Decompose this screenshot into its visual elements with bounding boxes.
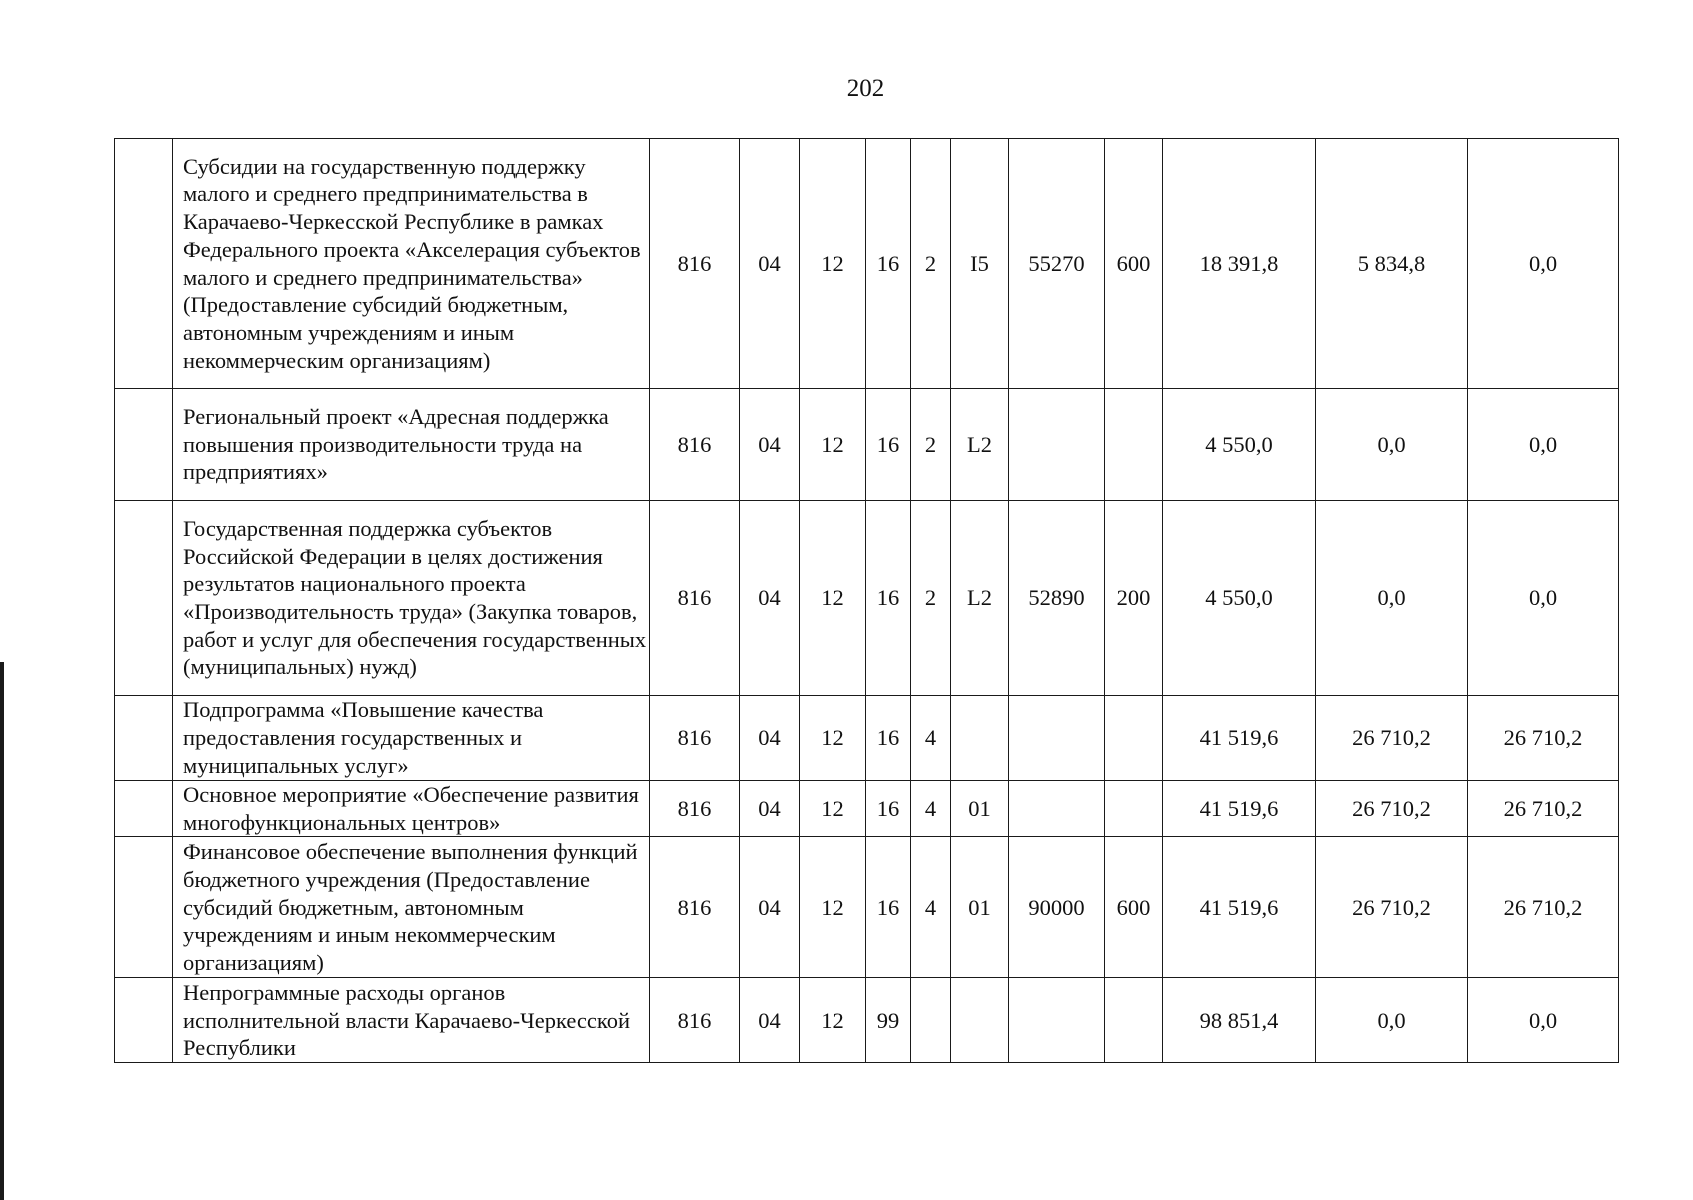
subsection-cell: 12 xyxy=(800,696,866,781)
sum-3-cell: 0,0 xyxy=(1468,978,1619,1063)
sum-1-cell: 18 391,8 xyxy=(1163,139,1316,389)
ministry-code-cell: 816 xyxy=(650,696,740,781)
direction-cell: 55270 xyxy=(1009,139,1105,389)
sum-3-cell: 0,0 xyxy=(1468,389,1619,501)
row-number-cell xyxy=(115,781,173,837)
expense-type-cell: 600 xyxy=(1105,139,1163,389)
program-cell: 16 xyxy=(866,696,911,781)
description-cell: Непрограммные расходы органов исполнительной власти Карачаево-Черкесской Республики xyxy=(173,978,650,1063)
subprogram-cell xyxy=(911,978,951,1063)
page-number: 202 xyxy=(846,75,885,102)
table-row xyxy=(115,139,1619,389)
expense-type-cell xyxy=(1105,978,1163,1063)
description-cell: Субсидии на государственную поддержку малого и среднего предпринимательства в Карачаево-Черкесской Республике в рамках Федерального проекта «Акселерация субъектов малого и среднего предпринимательства» (Предоставление субсидий бюджетным, автономным учреждениям и иным некоммерческим организациям) xyxy=(173,139,650,389)
budget-table xyxy=(114,138,1619,1063)
measure-cell: L2 xyxy=(951,389,1009,501)
program-cell: 16 xyxy=(866,139,911,389)
subprogram-cell: 2 xyxy=(911,139,951,389)
ministry-code-cell: 816 xyxy=(650,501,740,696)
program-cell: 16 xyxy=(866,837,911,978)
direction-cell: 52890 xyxy=(1009,501,1105,696)
sum-1-cell: 41 519,6 xyxy=(1163,837,1316,978)
subprogram-cell: 4 xyxy=(911,781,951,837)
program-cell: 16 xyxy=(866,781,911,837)
expense-type-cell xyxy=(1105,389,1163,501)
measure-cell xyxy=(951,696,1009,781)
section-cell: 04 xyxy=(740,978,800,1063)
ministry-code-cell: 816 xyxy=(650,837,740,978)
table-row xyxy=(115,696,1619,781)
measure-cell: 01 xyxy=(951,837,1009,978)
ministry-code-cell: 816 xyxy=(650,781,740,837)
sum-3-cell: 0,0 xyxy=(1468,501,1619,696)
expense-type-cell xyxy=(1105,696,1163,781)
subsection-cell: 12 xyxy=(800,139,866,389)
measure-cell: L2 xyxy=(951,501,1009,696)
sum-1-cell: 4 550,0 xyxy=(1163,501,1316,696)
sum-2-cell: 5 834,8 xyxy=(1316,139,1468,389)
sum-2-cell: 26 710,2 xyxy=(1316,696,1468,781)
description-cell: Подпрограмма «Повышение качества предоставления государственных и муниципальных услуг» xyxy=(173,696,650,781)
subsection-cell: 12 xyxy=(800,389,866,501)
sum-1-cell: 4 550,0 xyxy=(1163,389,1316,501)
table-row xyxy=(115,389,1619,501)
section-cell: 04 xyxy=(740,139,800,389)
ministry-code-cell: 816 xyxy=(650,139,740,389)
measure-cell: I5 xyxy=(951,139,1009,389)
description-cell: Финансовое обеспечение выполнения функций бюджетного учреждения (Предоставление субсидий бюджетным, автономным учреждениям и иным некоммерческим организациям) xyxy=(173,837,650,978)
row-number-cell xyxy=(115,389,173,501)
subprogram-cell: 4 xyxy=(911,696,951,781)
subprogram-cell: 2 xyxy=(911,389,951,501)
description-cell: Государственная поддержка субъектов Российской Федерации в целях достижения результатов национального проекта «Производительность труда» (Закупка товаров, работ и услуг для обеспечения государственных (муниципальных) нужд) xyxy=(173,501,650,696)
direction-cell xyxy=(1009,696,1105,781)
description-cell: Региональный проект «Адресная поддержка повышения производительности труда на предприятиях» xyxy=(173,389,650,501)
section-cell: 04 xyxy=(740,696,800,781)
sum-3-cell: 26 710,2 xyxy=(1468,837,1619,978)
sum-3-cell: 26 710,2 xyxy=(1468,781,1619,837)
measure-cell: 01 xyxy=(951,781,1009,837)
scan-edge-mark xyxy=(0,662,4,1200)
subprogram-cell: 4 xyxy=(911,837,951,978)
section-cell: 04 xyxy=(740,781,800,837)
sum-2-cell: 0,0 xyxy=(1316,978,1468,1063)
ministry-code-cell: 816 xyxy=(650,389,740,501)
direction-cell xyxy=(1009,389,1105,501)
subprogram-cell: 2 xyxy=(911,501,951,696)
sum-3-cell: 0,0 xyxy=(1468,139,1619,389)
sum-1-cell: 41 519,6 xyxy=(1163,696,1316,781)
section-cell: 04 xyxy=(740,837,800,978)
expense-type-cell xyxy=(1105,781,1163,837)
sum-1-cell: 41 519,6 xyxy=(1163,781,1316,837)
table-row xyxy=(115,501,1619,696)
subsection-cell: 12 xyxy=(800,501,866,696)
sum-1-cell: 98 851,4 xyxy=(1163,978,1316,1063)
sum-2-cell: 26 710,2 xyxy=(1316,781,1468,837)
table-row xyxy=(115,781,1619,837)
subsection-cell: 12 xyxy=(800,978,866,1063)
section-cell: 04 xyxy=(740,501,800,696)
expense-type-cell: 200 xyxy=(1105,501,1163,696)
direction-cell xyxy=(1009,781,1105,837)
row-number-cell xyxy=(115,696,173,781)
table-row xyxy=(115,837,1619,978)
direction-cell xyxy=(1009,978,1105,1063)
sum-2-cell: 0,0 xyxy=(1316,389,1468,501)
sum-3-cell: 26 710,2 xyxy=(1468,696,1619,781)
row-number-cell xyxy=(115,978,173,1063)
sum-2-cell: 0,0 xyxy=(1316,501,1468,696)
direction-cell: 90000 xyxy=(1009,837,1105,978)
program-cell: 99 xyxy=(866,978,911,1063)
program-cell: 16 xyxy=(866,389,911,501)
measure-cell xyxy=(951,978,1009,1063)
subsection-cell: 12 xyxy=(800,781,866,837)
table-row xyxy=(115,978,1619,1063)
row-number-cell xyxy=(115,501,173,696)
subsection-cell: 12 xyxy=(800,837,866,978)
ministry-code-cell: 816 xyxy=(650,978,740,1063)
description-cell: Основное мероприятие «Обеспечение развития многофункциональных центров» xyxy=(173,781,650,837)
program-cell: 16 xyxy=(866,501,911,696)
expense-type-cell: 600 xyxy=(1105,837,1163,978)
row-number-cell xyxy=(115,837,173,978)
section-cell: 04 xyxy=(740,389,800,501)
sum-2-cell: 26 710,2 xyxy=(1316,837,1468,978)
row-number-cell xyxy=(115,139,173,389)
